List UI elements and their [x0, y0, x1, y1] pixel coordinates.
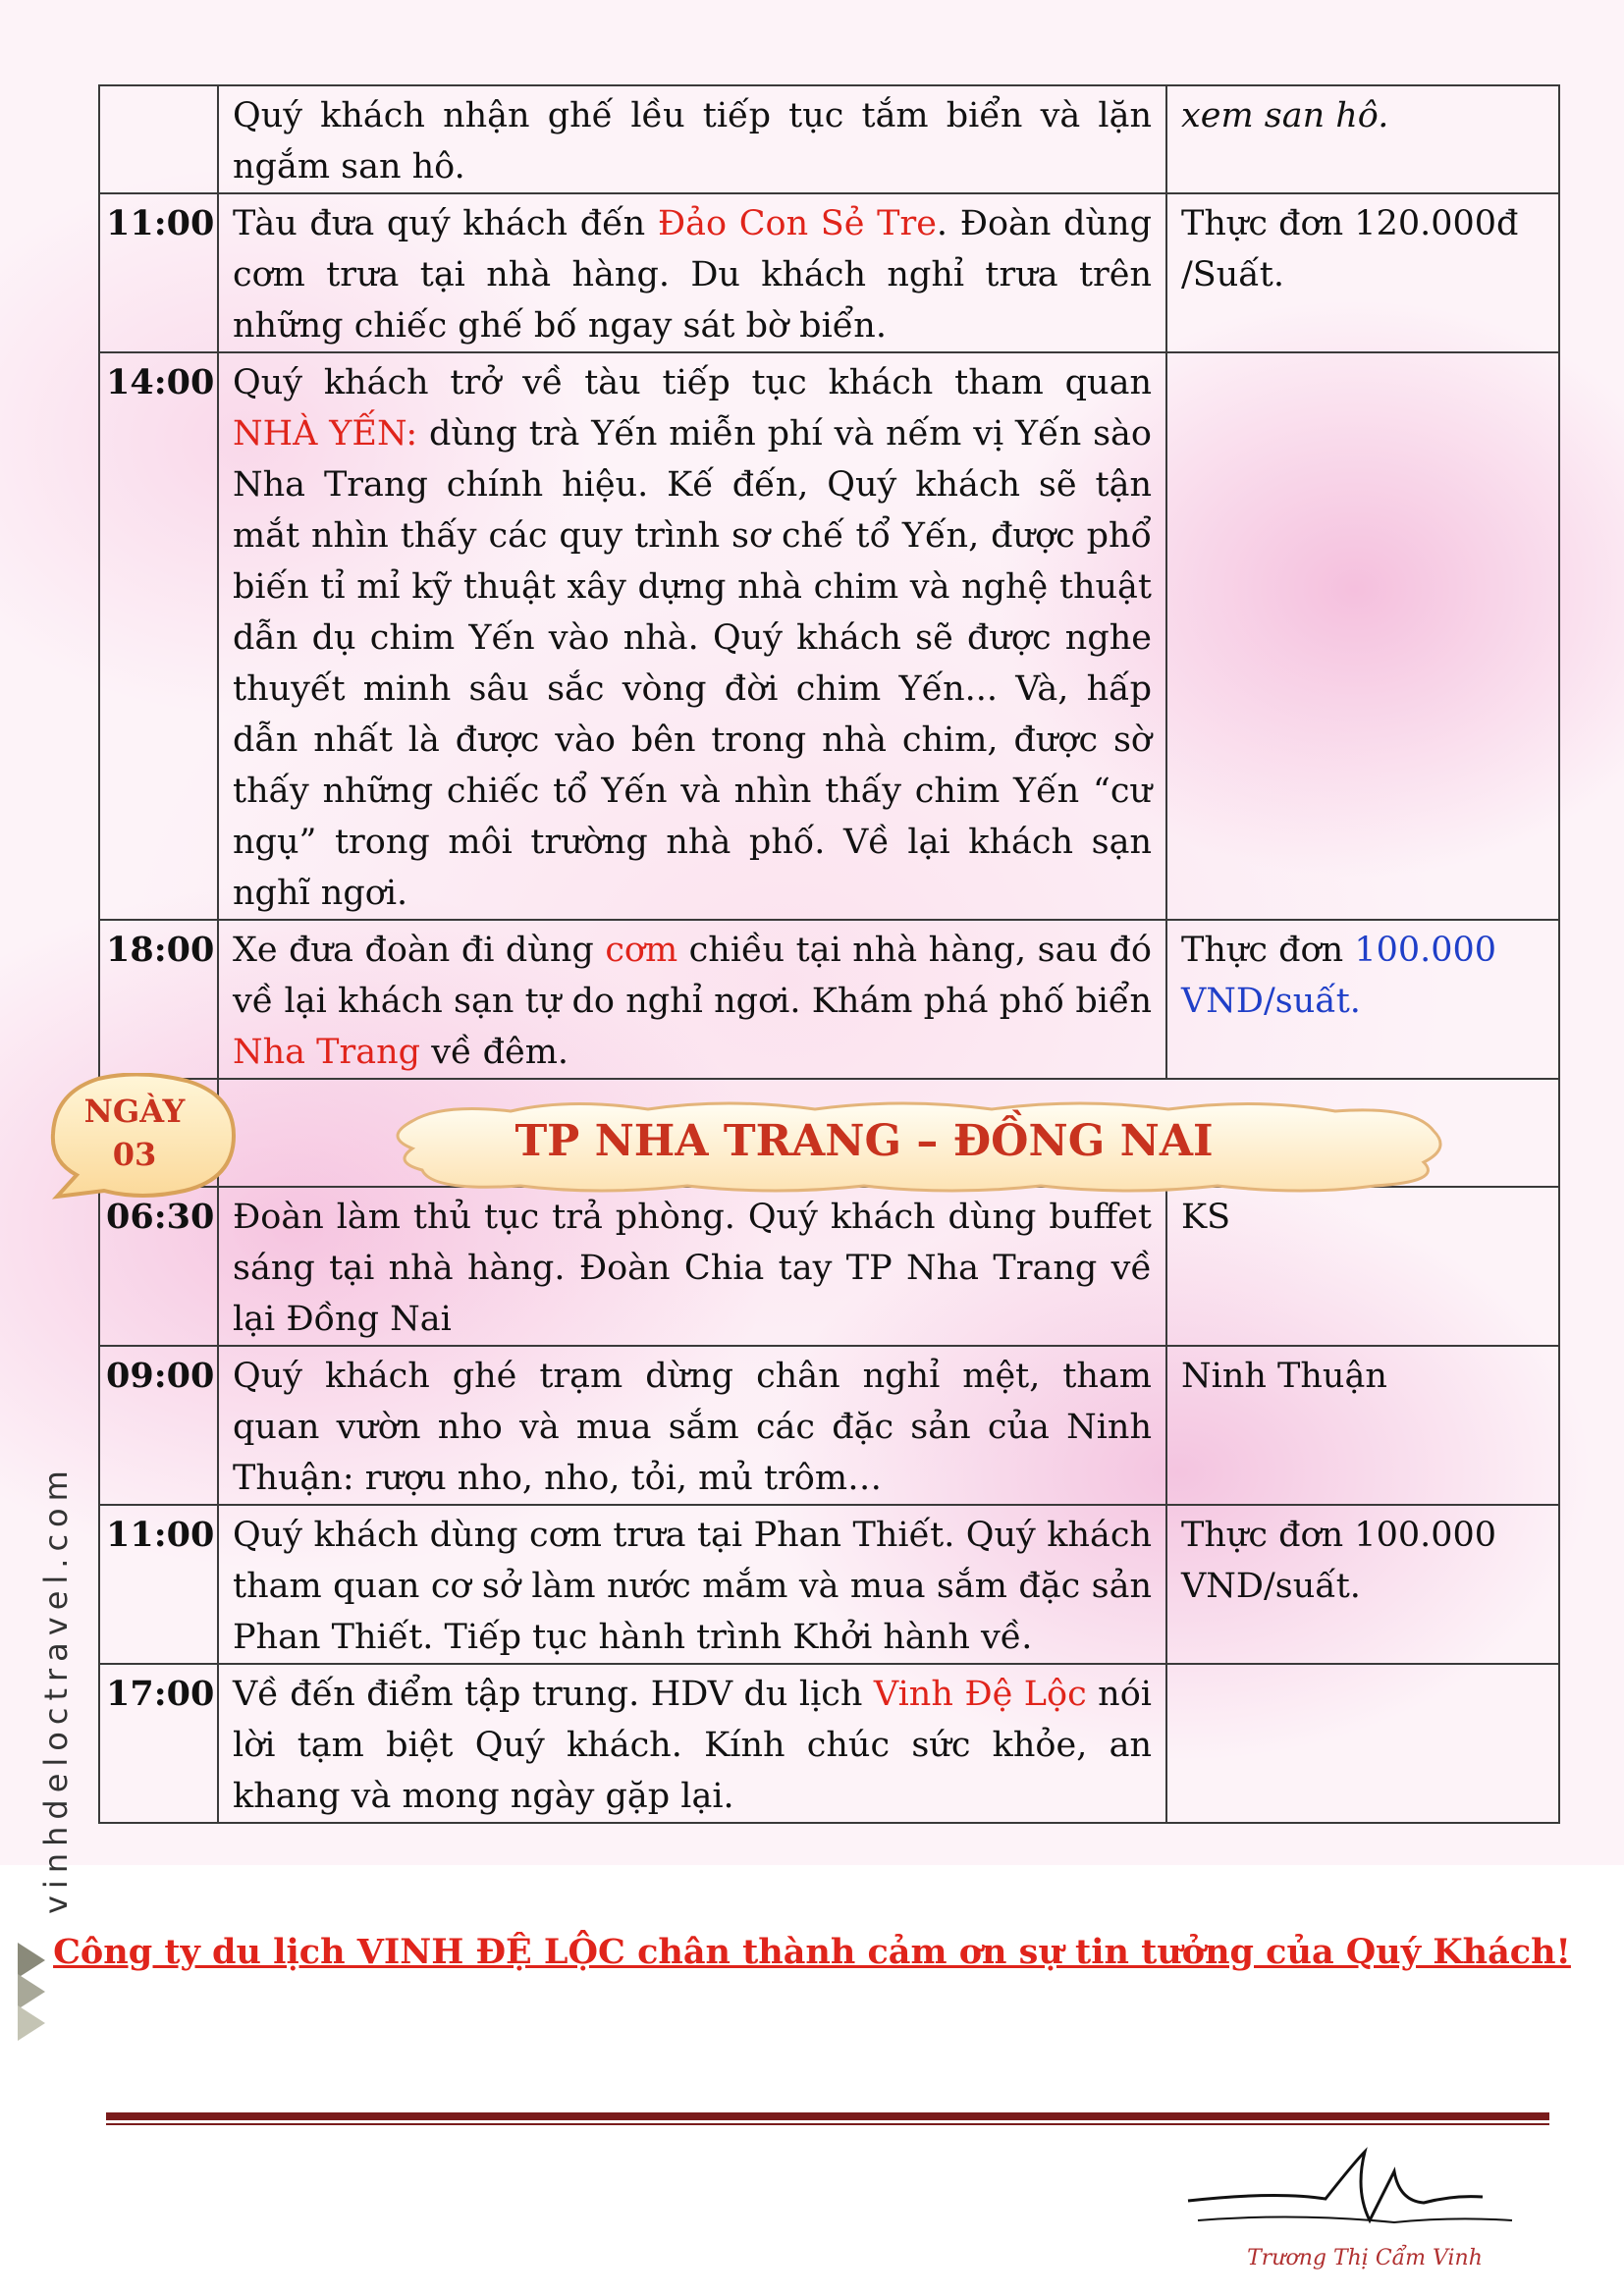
note-text: Thực đơn [1181, 931, 1355, 970]
note-cell [1166, 1505, 1559, 1664]
note-text: 100.000 VND/suất. [1181, 931, 1497, 1021]
note-text: Thực đơn 100.000 VND/suất. [1181, 1516, 1497, 1606]
description-text: chiều tại nhà hàng, sau đó về lại khách sạn tự do nghỉ ngơi. Khám phá phố biển [233, 931, 1152, 1021]
itinerary-table [98, 84, 1560, 1824]
description-text: NHÀ YẾN: [233, 414, 418, 454]
day-title: TP NHA TRANG – ĐỒNG NAI [514, 1116, 1214, 1166]
time-cell: 14:00 [99, 352, 218, 920]
itinerary-rows-before [99, 85, 1559, 1079]
time-cell: 17:00 [99, 1664, 218, 1823]
note-cell [1166, 85, 1559, 193]
website-vertical-text: vinhdeloctravel.com [37, 1464, 75, 1914]
note-cell [1166, 1346, 1559, 1505]
description-text: Tàu đưa quý khách đến [233, 204, 658, 243]
signature-name: Trương Thị Cẩm Vinh [1247, 2246, 1483, 2270]
footer-rule-thin [106, 2123, 1549, 2125]
description-text: về đêm. [420, 1033, 569, 1072]
itinerary-row [99, 1346, 1559, 1505]
time-cell [99, 85, 218, 193]
time-cell: 11:00 [99, 193, 218, 352]
thank-you-message: Công ty du lịch VINH ĐỆ LỘC chân thành cảm ơn sự tin tưởng của Quý Khách! [53, 1932, 1571, 1972]
description-text: nói lời tạm biệt Quý khách. Kính chúc sức khỏe, an khang và mong ngày gặp lại. [233, 1675, 1152, 1816]
signature-icon [1159, 2132, 1551, 2260]
time-cell: 06:30 [99, 1187, 218, 1346]
description-cell [218, 352, 1166, 920]
description-text: Về đến điểm tập trung. HDV du lịch [233, 1675, 874, 1714]
time-cell: 18:00 [99, 920, 218, 1079]
day-label-word: NGÀY [83, 1093, 186, 1130]
itinerary-row [99, 85, 1559, 193]
description-text: Xe đưa đoàn đi dùng [233, 931, 606, 970]
note-cell [1166, 920, 1559, 1079]
description-text: Quý khách trở về tàu tiếp tục khách tham quan [233, 363, 1152, 402]
description-text: Đảo Con Sẻ Tre [657, 204, 937, 243]
description-cell [218, 1664, 1166, 1823]
time-cell: 11:00 [99, 1505, 218, 1664]
itinerary-row [99, 193, 1559, 352]
itinerary-rows-after [99, 1187, 1559, 1823]
description-cell [218, 920, 1166, 1079]
description-cell [218, 1505, 1166, 1664]
footer-rule [106, 2112, 1549, 2120]
itinerary-row [99, 1664, 1559, 1823]
description-text: Vinh Đệ Lộc [873, 1675, 1087, 1714]
note-cell [1166, 193, 1559, 352]
note-text: KS [1181, 1198, 1231, 1237]
itinerary-row [99, 920, 1559, 1079]
description-text: dùng trà Yến miễn phí và nếm vị Yến sào Nha Trang chính hiệu. Kế đến, Quý khách sẽ tận mắt nhìn thấy các quy trình sơ chế tổ Yến, được phổ biến tỉ mỉ kỹ thuật xây dựng nhà chim và nghệ thuật dẫn dụ chim Yến vào nhà. Quý khách sẽ được nghe thuyết minh sâu sắc vòng đời chim Yến... Và, hấp dẫn nhất là được vào bên trong nhà chim, được sờ thấy những chiếc tổ Yến và nhìn thấy chim Yến “cư ngụ” trong môi trường nhà phố. Về lại khách sạn nghĩ ngơi. [233, 414, 1152, 913]
description-cell [218, 1346, 1166, 1505]
time-cell: 09:00 [99, 1346, 218, 1505]
description-text: Đoàn làm thủ tục trả phòng. Quý khách dùng buffet sáng tại nhà hàng. Đoàn Chia tay TP Nha Trang về lại Đồng Nai [233, 1198, 1152, 1339]
note-cell [1166, 352, 1559, 920]
description-text: cơm [605, 931, 678, 970]
note-cell [1166, 1664, 1559, 1823]
description-text: Nha Trang [233, 1033, 421, 1072]
description-cell [218, 1187, 1166, 1346]
description-text: Quý khách dùng cơm trưa tại Phan Thiết. Quý khách tham quan cơ sở làm nước mắm và mua sắm đặc sản Phan Thiết. Tiếp tục hành trình Khởi hành về. [233, 1516, 1152, 1657]
note-text: xem san hô. [1181, 96, 1389, 135]
note-text: Thực đơn 120.000đ /Suất. [1181, 204, 1519, 294]
description-cell [218, 193, 1166, 352]
itinerary-row [99, 1187, 1559, 1346]
description-text: Quý khách ghé trạm dừng chân nghỉ mệt, tham quan vườn nho và mua sắm các đặc sản của Ninh Thuận: rượu nho, nho, tỏi, mủ trôm… [233, 1357, 1152, 1498]
description-cell [218, 85, 1166, 193]
note-cell [1166, 1187, 1559, 1346]
itinerary-row [99, 1505, 1559, 1664]
day-label [61, 1090, 208, 1176]
description-text: . Đoàn dùng cơm trưa tại nhà hàng. Du khách nghỉ trưa trên những chiếc ghế bố ngay sát bờ biển. [233, 204, 1153, 346]
itinerary-row [99, 352, 1559, 920]
note-text: Ninh Thuận [1181, 1357, 1387, 1396]
description-text: Quý khách nhận ghế lều tiếp tục tắm biển và lặn ngắm san hô. [233, 96, 1152, 187]
day-label-number: 03 [112, 1136, 157, 1173]
